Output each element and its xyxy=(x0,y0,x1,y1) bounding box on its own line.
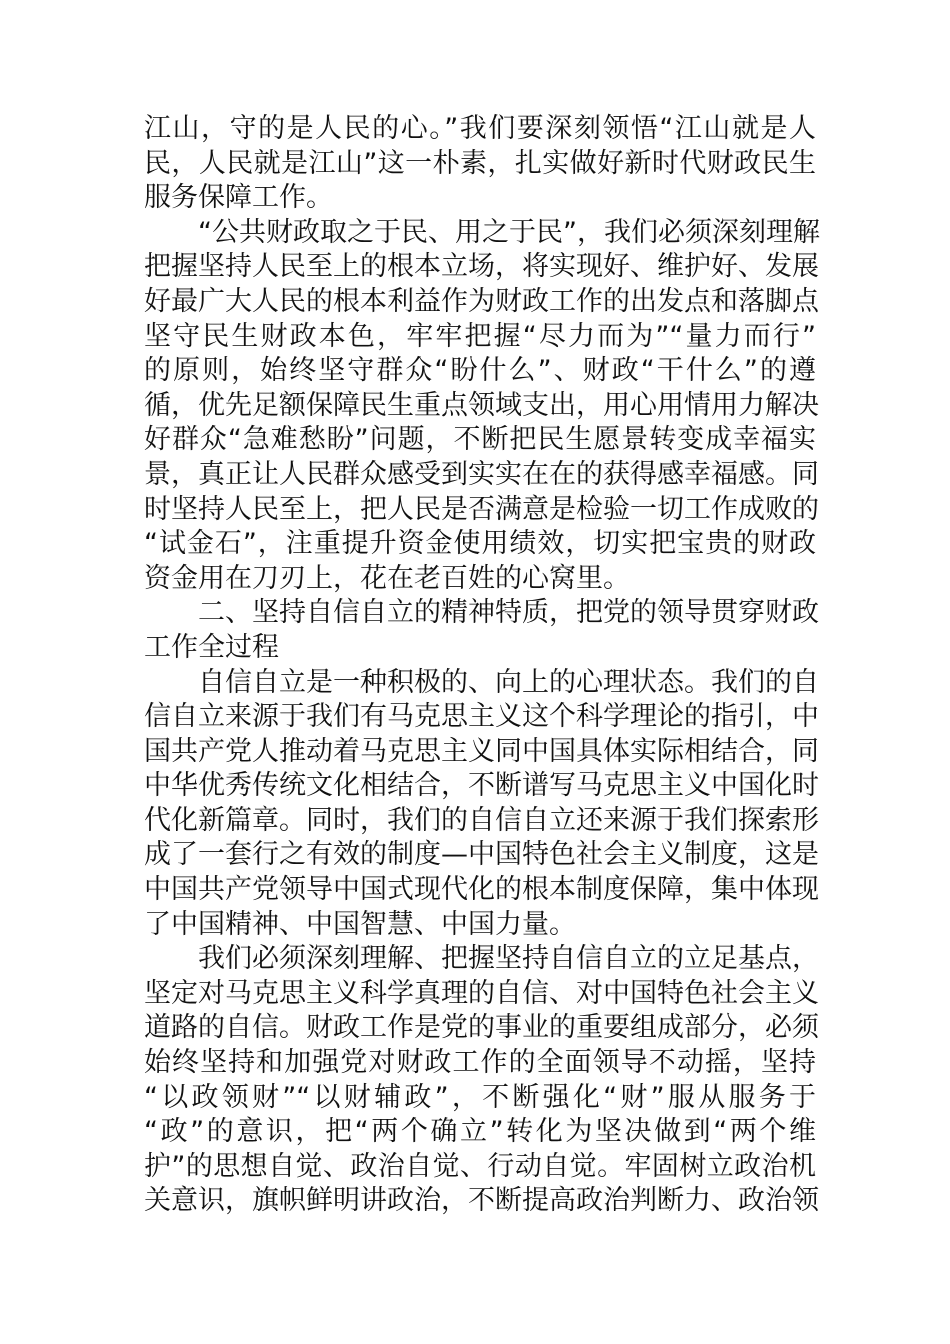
text-line: 国共产党人推动着马克思主义同中国具体实际相结合，同 xyxy=(144,735,819,767)
text-line: 循，优先足额保障民生重点领域支出，用心用情用力解决 xyxy=(144,389,819,421)
text-line: 景，真正让人民群众感受到实实在在的获得感幸福感。同 xyxy=(144,458,819,490)
text-line: 了中国精神、中国智慧、中国力量。 xyxy=(144,908,576,940)
text-line: 关意识，旗帜鲜明讲政治，不断提高政治判断力、政治领 xyxy=(144,1185,819,1217)
text-line: 的原则，始终坚守群众“盼什么”、财政“干什么”的遵 xyxy=(144,355,816,387)
text-line: 道路的自信。财政工作是党的事业的重要组成部分，必须 xyxy=(144,1012,819,1044)
text-line: 坚守民生财政本色，牢牢把握“尽力而为”“量力而行” xyxy=(144,320,816,352)
text-line: 中华优秀传统文化相结合，不断谱写马克思主义中国化时 xyxy=(144,770,819,802)
text-line: 代化新篇章。同时，我们的自信自立还来源于我们探索形 xyxy=(144,804,819,836)
text-line: 中国共产党领导中国式现代化的根本制度保障，集中体现 xyxy=(144,874,819,906)
document-body xyxy=(144,112,820,1219)
text-line: 成了一套行之有效的制度—中国特色社会主义制度，这是 xyxy=(144,839,819,871)
text-line: 服务保障工作。 xyxy=(144,182,333,214)
paragraph-start-line: 我们必须深刻理解、把握坚持自信自立的立足基点， xyxy=(198,943,819,975)
text-line: 把握坚持人民至上的根本立场，将实现好、维护好、发展 xyxy=(144,251,819,283)
text-line: 民，人民就是江山”这一朴素，扎实做好新时代财政民生 xyxy=(144,147,816,179)
text-line: 护”的思想自觉、政治自觉、行动自觉。牢固树立政治机 xyxy=(144,1150,816,1182)
text-line: 江山，守的是人民的心。”我们要深刻领悟“江山就是人 xyxy=(144,113,816,144)
text-line: 好群众“急难愁盼”问题，不断把民生愿景转变成幸福实 xyxy=(144,424,816,456)
text-line: 坚定对马克思主义科学真理的自信、对中国特色社会主义 xyxy=(144,977,819,1009)
text-line: 时坚持人民至上，把人民是否满意是检验一切工作成败的 xyxy=(144,493,819,525)
text-line: 信自立来源于我们有马克思主义这个科学理论的指引，中 xyxy=(144,701,819,733)
text-line: 好最广大人民的根本利益作为财政工作的出发点和落脚点 xyxy=(144,285,819,317)
text-line: “以政领财”“以财辅政”，不断强化“财”服从服务于 xyxy=(144,1081,816,1113)
paragraph-start-line: “公共财政取之于民、用之于民”，我们必须深刻理解 xyxy=(198,216,820,248)
section-heading-continuation: 工作全过程 xyxy=(144,631,279,663)
paragraph-start-line: 自信自立是一种积极的、向上的心理状态。我们的自 xyxy=(198,666,819,698)
text-line: 资金用在刀刃上，花在老百姓的心窝里。 xyxy=(144,562,630,594)
section-heading: 二、坚持自信自立的精神特质，把党的领导贯穿财政 xyxy=(198,597,819,629)
text-line: 始终坚持和加强党对财政工作的全面领导不动摇，坚持 xyxy=(144,1047,816,1079)
text-line: “政”的意识，把“两个确立”转化为坚决做到“两个维 xyxy=(144,1116,816,1148)
text-line: “试金石”，注重提升资金使用绩效，切实把宝贵的财政 xyxy=(144,528,816,560)
